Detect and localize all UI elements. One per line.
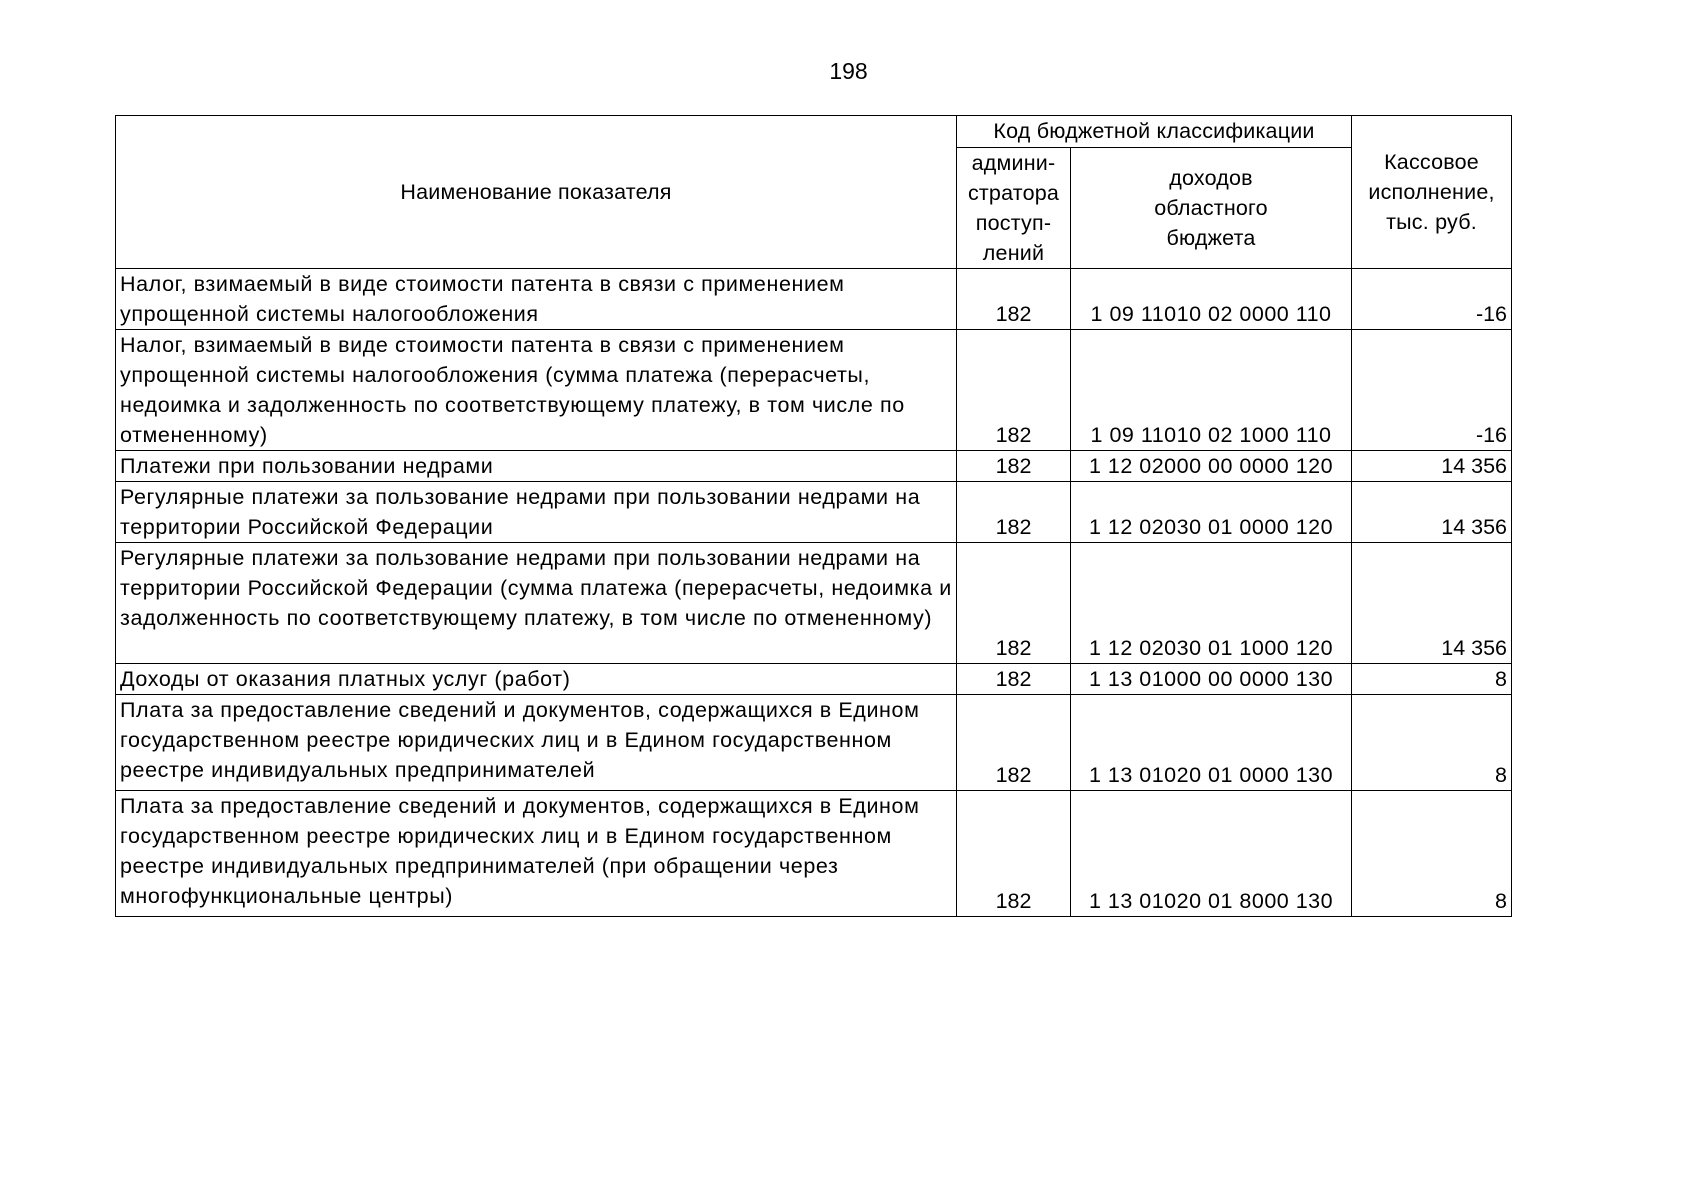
row-admin-code: 182: [957, 543, 1071, 664]
row-name: Плата за предоставление сведений и документов, содержащихся в Едином государственном реестре юридических лиц и в Едином государственном реестре индивидуальных предпринимателей: [116, 695, 957, 791]
row-budget-code: 1 12 02030 01 0000 120: [1071, 482, 1352, 543]
row-admin-code: 182: [957, 451, 1071, 482]
header-admin: админи-стратора поступ-лений: [957, 148, 1071, 269]
row-admin-code: 182: [957, 695, 1071, 791]
table-row: [116, 451, 1512, 482]
row-execution-value: 14 356: [1352, 451, 1512, 482]
row-budget-code: 1 09 11010 02 1000 110: [1071, 330, 1352, 451]
table-row: [116, 330, 1512, 451]
row-execution-value: 14 356: [1352, 482, 1512, 543]
row-admin-code: 182: [957, 664, 1071, 695]
row-admin-code: 182: [957, 269, 1071, 330]
row-execution-value: 8: [1352, 695, 1512, 791]
row-execution-value: 8: [1352, 664, 1512, 695]
row-admin-code: 182: [957, 791, 1071, 917]
row-execution-value: -16: [1352, 269, 1512, 330]
row-name: Платежи при пользовании недрами: [116, 451, 957, 482]
row-name: Регулярные платежи за пользование недрами при пользовании недрами на территории Российской Федерации: [116, 482, 957, 543]
row-budget-code: 1 09 11010 02 0000 110: [1071, 269, 1352, 330]
header-name: Наименование показателя: [116, 116, 957, 269]
row-name: Плата за предоставление сведений и документов, содержащихся в Едином государственном реестре юридических лиц и в Едином государственном реестре индивидуальных предпринимателей (при обращении через многофункциональные центры): [116, 791, 957, 917]
row-budget-code: 1 13 01020 01 0000 130: [1071, 695, 1352, 791]
page-number: 198: [829, 58, 868, 84]
table-row: [116, 482, 1512, 543]
row-name: Налог, взимаемый в виде стоимости патента в связи с применением упрощенной системы налогообложения: [116, 269, 957, 330]
row-budget-code: 1 12 02030 01 1000 120: [1071, 543, 1352, 664]
header-execution: Кассовое исполнение, тыс. руб.: [1352, 116, 1512, 269]
table-row: [116, 543, 1512, 664]
row-budget-code: 1 13 01020 01 8000 130: [1071, 791, 1352, 917]
row-execution-value: -16: [1352, 330, 1512, 451]
table-row: [116, 269, 1512, 330]
table-row: [116, 791, 1512, 917]
row-name: Налог, взимаемый в виде стоимости патента в связи с применением упрощенной системы налогообложения (сумма платежа (перерасчеты, недоимка и задолженность по соответствующему платежу, в том числе по отмененному): [116, 330, 957, 451]
budget-table: [115, 115, 1512, 917]
row-admin-code: 182: [957, 330, 1071, 451]
row-name: Доходы от оказания платных услуг (работ): [116, 664, 957, 695]
row-name: Регулярные платежи за пользование недрами при пользовании недрами на территории Российской Федерации (сумма платежа (перерасчеты, недоимка и задолженность по соответствующему платежу, в том числе по отмененному): [116, 543, 957, 664]
table-row: [116, 664, 1512, 695]
row-execution-value: 8: [1352, 791, 1512, 917]
row-budget-code: 1 12 02000 00 0000 120: [1071, 451, 1352, 482]
row-budget-code: 1 13 01000 00 0000 130: [1071, 664, 1352, 695]
row-admin-code: 182: [957, 482, 1071, 543]
row-execution-value: 14 356: [1352, 543, 1512, 664]
header-kbk-group: Код бюджетной классификации: [957, 116, 1352, 148]
table-body: [116, 269, 1512, 917]
header-income: доходов областного бюджета: [1071, 148, 1352, 269]
table-row: [116, 695, 1512, 791]
